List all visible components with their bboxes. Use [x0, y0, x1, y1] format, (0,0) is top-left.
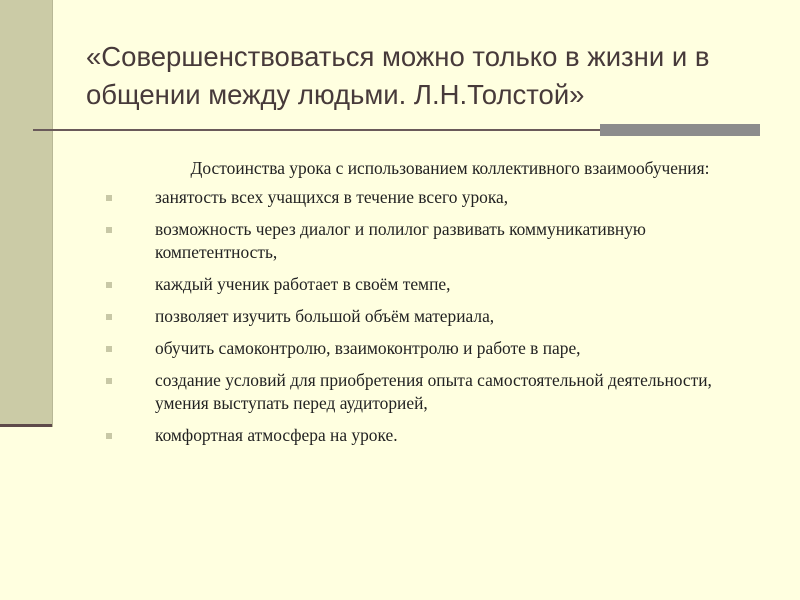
- list-item: [100, 424, 760, 447]
- list-item: [100, 218, 760, 264]
- list-item: [100, 186, 760, 209]
- slide-title: «Совершенствоваться можно только в жизни и в общении между людьми. Л.Н.Толстой»: [86, 41, 710, 110]
- slide-content: [100, 157, 760, 456]
- list-item-text: позволяет изучить большой объём материала,: [155, 306, 495, 326]
- square-bullet-icon: [106, 195, 112, 201]
- list-item-text: занятость всех учащихся в течение всего урока,: [155, 187, 509, 207]
- left-bar-underline: [0, 424, 52, 427]
- list-item-text: каждый ученик работает в своём темпе,: [155, 274, 451, 294]
- advantages-list: [100, 186, 760, 447]
- square-bullet-icon: [106, 433, 112, 439]
- slide-subtitle: Достоинства урока с использованием коллективного взаимообучения:: [190, 158, 710, 178]
- list-item-text: комфортная атмосфера на уроке.: [155, 425, 398, 445]
- square-bullet-icon: [106, 346, 112, 352]
- list-item: [100, 337, 760, 360]
- square-bullet-icon: [106, 282, 112, 288]
- list-item-text: обучить самоконтролю, взаимоконтролю и работе в паре,: [155, 338, 581, 358]
- list-item-text: создание условий для приобретения опыта самостоятельной деятельности, умения выступать перед аудиторией,: [155, 370, 712, 413]
- square-bullet-icon: [106, 314, 112, 320]
- title-divider-line: [33, 129, 600, 131]
- title-divider-block: [600, 124, 760, 136]
- left-bar-edge: [52, 0, 53, 427]
- list-item: [100, 305, 760, 328]
- list-item: [100, 369, 760, 415]
- list-item-text: возможность через диалог и полилог развивать коммуникативную компетентность,: [155, 219, 646, 262]
- left-decorative-bar: [0, 0, 52, 424]
- square-bullet-icon: [106, 378, 112, 384]
- list-item: [100, 273, 760, 296]
- square-bullet-icon: [106, 227, 112, 233]
